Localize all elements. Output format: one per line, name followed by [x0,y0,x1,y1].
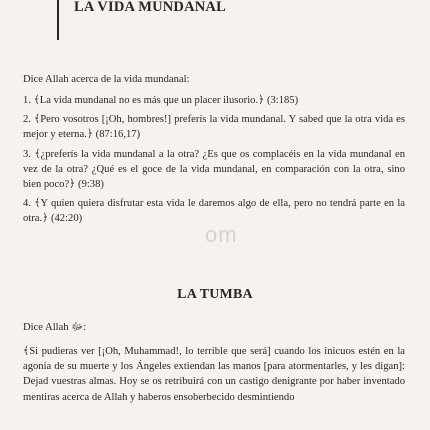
quote-item-4: 4. ﴾Y quien quiera disfrutar esta vida le daremos algo de ella, pero no tendrá parte en la otra.﴿ (42:20) [23,198,405,225]
quote-list [23,93,405,231]
quote-item-2: 2. ﴾Pero vosotros [¡Oh, hombres!] preferís la vida mundanal. Y sabed que la otra vida es mejor y eterna.﴿ (87:16,17) [23,114,405,141]
quote-item-3: 3. ﴾¿preferís la vida mundanal a la otra? ¿Es que os complacéis en la vida mundanal en vez de la otra? ¿Qué es el goce de la vida mundanal, en comparación con la otra, sino bien poco?﴿ (9:38) [23,148,405,191]
section-title-vida-mundanal: LA VIDA MUNDANAL [74,0,226,15]
heading-rule [57,0,59,40]
quote-item-1: 1. ﴾La vida mundanal no es más que un placer ilusorio.﴿ (3:185) [23,95,299,106]
section-intro: Dice Allah acerca de la vida mundanal: [23,74,190,85]
watermark-text: om [205,222,238,247]
section-intro-tumba: Dice Allah ﷻ: [23,322,87,333]
quote-paragraph: ﴾Si pudieras ver [¡Oh, Muhammad!, lo terrible que será] cuando los inicuos estén en la agonía de su muerte y los Ángeles extiendan las manos [para atormentarles, y les digan]: Dejad vuestras almas. Hoy se os retribuirá con un castigo denigrante por haber inventado mentiras acerca de Allah y haberos ensoberbecido desmintiendo [23,346,405,403]
section-title-tumba: LA TUMBA [177,287,253,302]
